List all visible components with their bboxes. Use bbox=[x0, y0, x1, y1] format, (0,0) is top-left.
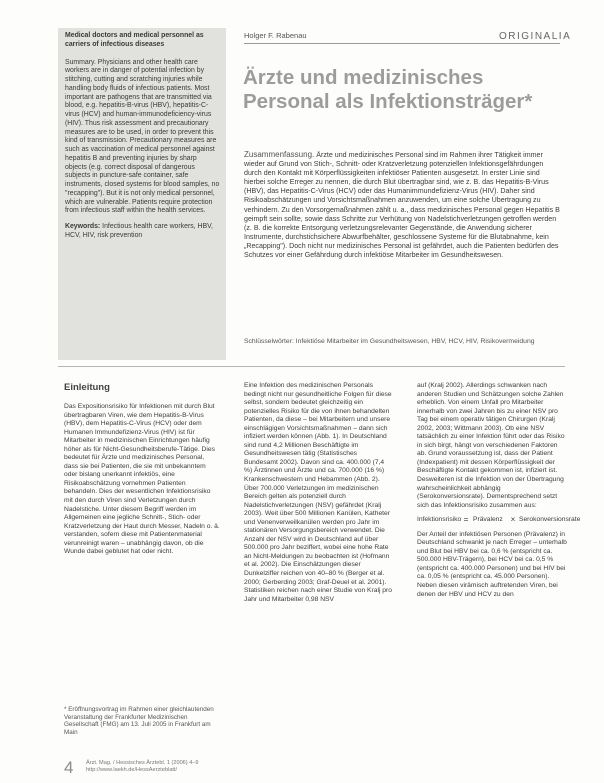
german-abstract-text: Ärzte und medizinisches Personal sind im Rahmen ihrer Tätigkeit immer wieder auf Grund von Stich-, Schnitt- oder Kratzverletzung potenziellen Infektionsgefährdungen durch den Kontakt mit Körperflüssigkeiten infektiöser Patienten ausgesetzt. In erster Linie sind hierbei solche Erreger zu nennen, die durch Blut übertragbar sind, wie z. B. das Hepatitis-B-Virus (HBV), das Hepatitis-C-Virus (HCV) oder das Humanimmundefizienz-Virus (HIV). Daher sind Risikoabschätzungen und Vorsichtsmaßnahmen anzuwenden, um eine solche Übertragung zu verhindern. Zu den Vorsorgemaßnahmen zählt u. a., dass medizinisches Personal gegen Hepatitis B geimpft sein sollte, sowie dass Schritte zur Verhütung von Nadelstichverletzungen getroffen werden (z. B. die korrekte Entsorgung verletzungsrelevanter Gegenstände, die Anwendung sicherer Instrumente, durchstichsichere Abwurfbehälter, geschlossene Systeme für die Blutabnahme, kein „Recapping"). Doch nicht nur medizinisches Personal ist gefährdet, auch die Patienten bedürfen des Schutzes vor einer Gefährdung durch infektiöse Mitarbeiter im Gesundheitswesen. bbox=[244, 151, 560, 260]
header-rule bbox=[244, 43, 560, 44]
body-paragraph: Das Expositionsrisiko für Infektionen mit durch Blut übertragbaren Viren, wie dem Hepatitis-B-Virus (HBV), dem Hepatitis-C-Virus (HCV) oder dem Humanen Immundefizienz-Virus (HIV) ist für Mitarbeiter in medizinischen Einrichtungen häufig höher als für Nicht-Gesundheitsberufe-Tätige. Dies bedeutet für Ärzte und medizinisches Personal, dass sie bei Patienten, die sie mit unbekanntem oder bislang unerkannt infektiös, eine Risikoabschätzung vornehmen Patienten behandeln. Dies der wesentlichen Infektionsrisiko mit den durch Viren sind Verletzungen durch Nadelstiche. Unter diesem Begriff werden im Allgemeinen eine jegliche Schnitt-, Stich- oder Kratzverletzung der Haut durch Messer, Nadeln o. ä. verstanden, sofern diese mit Patientenmaterial verunreinigt waren – unabhängig davon, ob die Wunde dabei geblutet hat oder nicht. bbox=[64, 403, 220, 556]
header-author: Holger F. Rabenau bbox=[244, 31, 307, 40]
section-label: ORIGINALIA bbox=[499, 31, 572, 42]
body-paragraph: Der Anteil der infektiösen Personen (Prävalenz) in Deutschland schwankt je nach Erreger – unterhalb und Blut bei HBV bei ca. 0,6 % (entspricht ca. 500.000 HBV-Trägern), bei HCV bei ca. 0,5 % (entspricht ca. 400.000 Personen) und bei HIV bei ca. 0,05 % (entspricht ca. 45.000 Personen). Neben diesen virämisch auftretenden Viren, bei denen der HBV und HCV zu den bbox=[417, 530, 567, 598]
english-summary: Summary. Physicians and other health care workers are in danger of potential infection by stitching, cutting and scratching injuries while handling body fluids of infectious patients. Most important are pathogens that are transmitted via blood, e.g. hepatitis-B-virus (HBV), hepatitis-C-virus (HCV) and human-immunodeficiency-virus (HIV). Thus risk assessment and precautionary measures are to be used, in order to prevent this kind of transmission. Precautionary measures are such as vaccination of medical personnel against hepatitis B and preventing injuries by sharp objects (e.g. correct disposal of dangerous subjects in puncture-safe container, safe instruments, closed systems for blood samples, no "recapping"). But it is not only medical personnel, which are vulnerable. Patients require protection from infectious staff within the health services. bbox=[65, 58, 220, 215]
german-keywords: Schlüsselwörter: Infektiöse Mitarbeiter im Gesundheitswesen, HBV, HCV, HIV, Risikovermeidung bbox=[244, 338, 535, 345]
formula-term-prevalence: Prävalenz bbox=[473, 516, 503, 524]
german-abstract-label: Zusammenfassung. bbox=[244, 150, 315, 159]
english-keywords bbox=[65, 223, 220, 241]
german-abstract bbox=[244, 150, 562, 260]
footnote: * Eröffnungsvortrag im Rahmen einer gleichlautenden Veranstaltung der Frankfurter Medizinischen Gesellschaft (FMG) am 13. Juli 2005 in Frankfurt am Main bbox=[64, 706, 214, 736]
formula-equals: = bbox=[463, 515, 469, 525]
body-column-2 bbox=[244, 382, 392, 730]
english-keywords-text: Infectious health care workers, HBV, HCV, HIV, risk prevention bbox=[65, 223, 213, 239]
journal-url[interactable]: http://www.laekh.de/HessAerzteblatt/ bbox=[86, 767, 178, 773]
journal-citation bbox=[86, 760, 236, 774]
body-paragraph: auf (Kralj 2002). Allerdings schwanken nach anderen Studien und Schätzungen solche Zahlen erheblich. Von einem Unfall pro Mitarbeiter innerhalb von zwei Jahren bis zu einer NSV pro Tag bei einem operativ tätigen Chirurgen (Kralj 2002, 2003; Wittmann 2003). Ob eine NSV tatsächlich zu einer Infektion führt oder das Risiko in sich birgt, hängt von verschiedenen Faktoren ab. Grund voraussetzung ist, dass der Patient (Indexpatient) mit dessen Körperflüssigkeit der Beschäftigte Kontakt gekommen ist, infiziert ist. Desweiteren ist die Infektion von der Übertragung wahrscheinlichkeit abhängig (Serokonversionsrate). Dementsprechend setzt sich das Infektionsrisiko zusammen aus: bbox=[417, 382, 565, 509]
body-paragraph: Eine Infektion des medizinischen Personals bedingt nicht nur gesundheitliche Folgen für diese selbst, sondern bedeutet gleichzeitig ein potenzielles Risiko für die von ihnen behandelten Patienten, da diese – bei Mitarbeitern und unsere einschlägigen Vorsichtsmaßnahmen – dann sich infiziert werden können (Abb. 1). In Deutschland sind rund 4,2 Millionen Beschäftigte im Gesundheitswesen tätig (Statistisches Bundesamt 2002). Davon sind ca. 400.000 (7,4 %) Ärztinnen und Ärzte und ca. 700.000 (16 %) Krankenschwestern und Hebammen (Abb. 2). Über 700.000 Verletzungen im medizinischen Bereich gelten als potenziell durch Nadelstichverletzungen (NSV) gefährdet (Kralj 2003). Weit über 500 Millionen Kanülen, Katheter und Venenverweilkanülen werden pro Jahr im stationären Versorgungsbereich verwendet. Die Anzahl der NSV wird in Deutschland auf über 500.000 pro Jahr beziffert, wobei eine hohe Rate an Nicht-Meldungen zu beobachten ist (Hofmann et al. 2002). Die Einschätzungen dieser Dunkelziffer reichen von 40–80 % (Berger et al. 2000; Gerberding 2003; Graf-Deuel et al. 2001). Statistiken reichen nach einer Studie von Kralj pro Jahr und Mitarbeiter 0,98 NSV bbox=[244, 382, 392, 603]
formula-term-risk: Infektionsrisiko bbox=[417, 516, 462, 524]
risk-formula bbox=[417, 515, 581, 525]
formula-times: × bbox=[510, 515, 516, 525]
article-title: Ärzte und medizinisches Personal als Infektionsträger* bbox=[243, 66, 533, 113]
journal-citation-line: Ärzt. Mag. / Hessisches Ärztebl. 1 (2006) 4–9 bbox=[86, 760, 199, 766]
section-divider bbox=[58, 366, 565, 367]
page-number: 4 bbox=[64, 758, 74, 777]
body-column-3 bbox=[417, 382, 581, 774]
english-keywords-label: Keywords: bbox=[65, 223, 101, 230]
english-title: Medical doctors and medical personnel as carriers of infectious diseases bbox=[65, 32, 204, 48]
formula-term-seroconversion: Serokonversionsrate bbox=[519, 516, 581, 524]
english-abstract-box bbox=[58, 28, 226, 360]
section-heading-einleitung: Einleitung bbox=[64, 382, 110, 393]
